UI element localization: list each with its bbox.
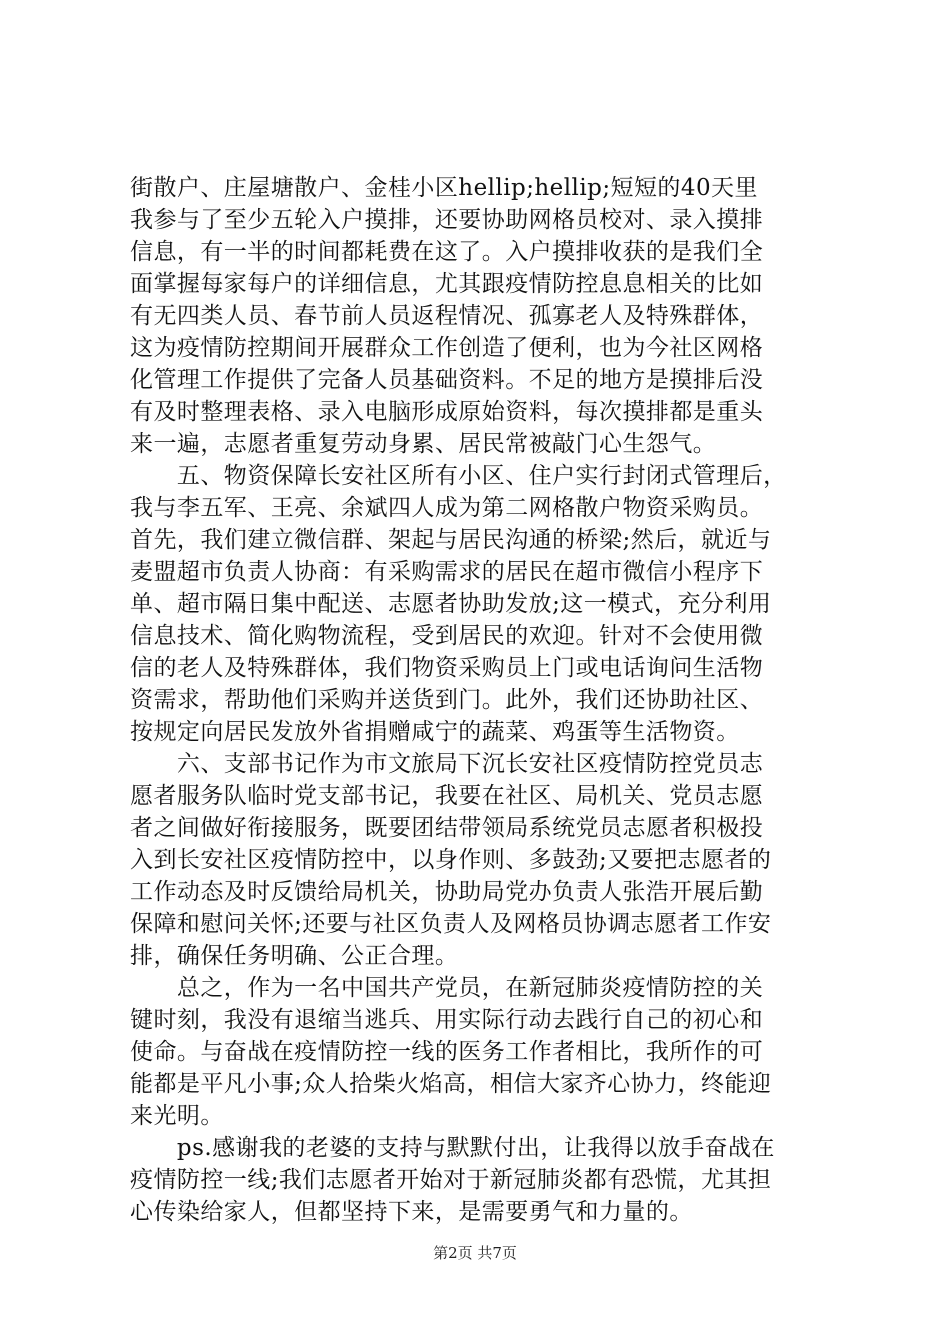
- text-line: 入到长安社区疫情防控中，以身作则、多鼓劲;又要把志愿者的: [130, 847, 772, 873]
- text-line: 六、支部书记作为市文旅局下沉长安社区疫情防控党员志: [130, 751, 764, 777]
- text-line: 者之间做好衔接服务，既要团结带领局系统党员志愿者积极投: [130, 815, 764, 841]
- text-line: 街散户、庄屋塘散户、金桂小区hellip;hellip;短短的40天里: [130, 175, 758, 201]
- text-line: 总之，作为一名中国共产党员，在新冠肺炎疫情防控的关: [130, 975, 764, 1001]
- text-line: 疫情防控一线;我们志愿者开始对于新冠肺炎都有恐慌，尤其担: [130, 1167, 772, 1193]
- page-number-footer: 第2页 共7页: [433, 1244, 517, 1262]
- text-line: 排，确保任务明确、公正合理。: [130, 943, 459, 969]
- text-line: 面掌握每家每户的详细信息，尤其跟疫情防控息息相关的比如: [130, 271, 764, 297]
- text-line: 心传染给家人，但都坚持下来，是需要勇气和力量的。: [130, 1199, 693, 1225]
- text-line: 我参与了至少五轮入户摸排，还要协助网格员校对、录入摸排: [130, 207, 764, 233]
- text-line: 信息，有一半的时间都耗费在这了。入户摸排收获的是我们全: [130, 239, 764, 265]
- document-body: [130, 172, 833, 1228]
- text-line: 资需求，帮助他们采购并送货到门。此外，我们还协助社区、: [130, 687, 764, 713]
- text-line: 信的老人及特殊群体，我们物资采购员上门或电话询问生活物: [130, 655, 764, 681]
- text-line: 按规定向居民发放外省捐赠咸宁的蔬菜、鸡蛋等生活物资。: [130, 719, 740, 745]
- text-line: 愿者服务队临时党支部书记，我要在社区、局机关、党员志愿: [130, 783, 764, 809]
- text-line: ps.感谢我的老婆的支持与默默付出，让我得以放手奋战在: [130, 1135, 775, 1161]
- text-line: 这为疫情防控期间开展群众工作创造了便利，也为今社区网格: [130, 335, 764, 361]
- text-line: 能都是平凡小事;众人拾柴火焰高，相信大家齐心协力，终能迎: [130, 1071, 772, 1097]
- text-line: 来光明。: [130, 1103, 224, 1129]
- text-line: 工作动态及时反馈给局机关，协助局党办负责人张浩开展后勤: [130, 879, 764, 905]
- text-line: 我与李五军、王亮、余斌四人成为第二网格散户物资采购员。: [130, 495, 764, 521]
- text-line: 有及时整理表格、录入电脑形成原始资料，每次摸排都是重头: [130, 399, 764, 425]
- text-line: 保障和慰问关怀;还要与社区负责人及网格员协调志愿者工作安: [130, 911, 772, 937]
- text-line: 信息技术、简化购物流程，受到居民的欢迎。针对不会使用微: [130, 623, 764, 649]
- text-line: 有无四类人员、春节前人员返程情况、孤寡老人及特殊群体，: [130, 303, 764, 329]
- text-line: 使命。与奋战在疫情防控一线的医务工作者相比，我所作的可: [130, 1039, 764, 1065]
- text-line: 五、物资保障长安社区所有小区、住户实行封闭式管理后，: [130, 463, 787, 489]
- text-line: 首先，我们建立微信群、架起与居民沟通的桥梁;然后，就近与: [130, 527, 772, 553]
- text-line: 键时刻，我没有退缩当逃兵、用实际行动去践行自己的初心和: [130, 1007, 764, 1033]
- text-line: 来一遍，志愿者重复劳动身累、居民常被敲门心生怨气。: [130, 431, 717, 457]
- text-line: 化管理工作提供了完备人员基础资料。不足的地方是摸排后没: [130, 367, 764, 393]
- text-line: 麦盟超市负责人协商：有采购需求的居民在超市微信小程序下: [130, 559, 764, 585]
- text-line: 单、超市隔日集中配送、志愿者协助发放;这一模式，充分利用: [130, 591, 772, 617]
